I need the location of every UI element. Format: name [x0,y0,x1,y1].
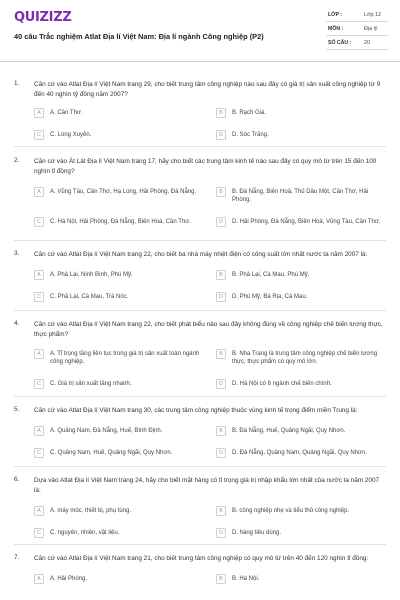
option-text: D. Phú Mỹ, Bà Rịa, Cà Mau. [232,294,308,300]
question-text: Căn cứ vào Atlat Địa lí Việt Nam trang 30, các trung tâm công nghiệp thuộc vùng kinh tế trọng điểm miền Trung là: [34,407,358,414]
option-text: C. Giá trị sản xuất tăng nhanh. [50,381,132,387]
option-text: B. Phả Lại, Cà Mau, Phú Mỹ. [232,272,310,278]
option-letter-box: B [216,506,226,516]
meta-label: SỐ CÂU : [328,40,352,46]
option-letter-box: C [34,292,44,302]
option-letter-box: B [216,270,226,280]
question-text: Căn cứ vào Atlat Địa lí Việt Nam trang 22, cho biết ba nhà máy nhiệt điện có công suất lớn nhất nước ta năm 2007 là: [34,251,368,258]
quizizz-logo: QUIZIZZ [14,10,72,25]
option-text: A. Hải Phòng. [50,576,88,582]
quiz-meta [326,8,388,50]
option-text: C. Hà Nội, Hải Phòng, Đà Nẵng, Biên Hoà, Cần Thơ. [50,219,191,225]
option-text: A. Quảng Nam, Đà Nẵng, Huế, Bình Định. [50,428,163,434]
option-letter-box: A [34,426,44,436]
meta-value: 20 [364,40,370,46]
option-letter-box: A [34,187,44,197]
question-text: Căn cứ vào Atlat Địa lí Việt Nam trang 29, cho biết trung tâm công nghiệp nào sau đây có giá trị sản xuất công nghiệp từ 9 đến 40 nghìn tỷ đồng năm 2007? [34,81,381,98]
question-text: Căn cứ vào Atlat Địa lí Việt Nam trang 22, cho biết phát biểu nào sau đây không đúng về công nghiệp chế biến lương thực, thực phẩm? [34,321,383,338]
question-text: Căn cứ vào Atlat Địa lí Việt Nam trang 21, cho biết trung tâm công nghiệp có quy mô từ trên 40 đến 120 nghìn tỉ đồng: [34,555,369,562]
option-letter-box: B [216,187,226,197]
option-letter-box: C [34,379,44,389]
quiz-title: 40 câu Trắc nghiệm Atlat Địa lí Việt Nam: Địa lí ngành Công nghiệp (P2) [14,32,264,41]
question-number: 7. [14,554,20,561]
option-text: D. Hà Nội có 6 ngành chế biến chính. [232,381,332,387]
meta-value: Địa lý [364,26,378,32]
meta-row-count [326,36,388,50]
option-letter-box: B [216,108,226,118]
option-text: A. Phả Lại, Ninh Bình, Phú Mỹ. [50,272,133,278]
question-text: Dựa vào Atlat Địa lí Việt Nam trang 24, hãy cho biết mặt hàng có tỉ trọng giá trị nhập khẩu lớn nhất của nước ta năm 2007 là: [34,477,380,494]
option-text: D. Hải Phòng, Đà Nẵng, Biên Hoà, Vũng Tàu, Cần Thơ. [232,219,381,225]
worksheet-header [0,0,400,62]
option-letter-box: B [216,349,226,359]
option-letter-box: D [216,130,226,140]
option-text: C. Quảng Nam, Huế, Quảng Ngãi, Quy Nhơn. [50,450,173,456]
option-text: B. Đà Nẵng, Biên Hoà, Thủ Dầu Một, Cần Thơ, Hải Phòng. [232,189,369,204]
option-letter-box: C [34,448,44,458]
meta-value: Lớp 12 [364,12,382,18]
option-letter-box: C [34,528,44,538]
question-number: 2. [14,157,20,164]
option-text: A. Vũng Tàu, Cần Thơ, Hạ Long, Hải Phòng, Đà Nẵng. [50,189,197,195]
option-letter-box: A [34,574,44,584]
option-letter-box: A [34,270,44,280]
option-letter-box: D [216,292,226,302]
option-letter-box: C [34,217,44,227]
question-number: 1. [14,80,20,87]
question-divider [14,466,386,467]
option-letter-box: D [216,379,226,389]
option-text: A. Cần Thơ. [50,110,83,116]
option-letter-box: B [216,574,226,584]
question-divider [14,396,386,397]
question-number: 4. [14,320,20,327]
option-text: A. Tỉ trọng tăng liên tục trong giá trị sản xuất toàn ngành công nghiệp. [50,351,200,366]
option-letter-box: A [34,506,44,516]
option-text: B. Rạch Giá. [232,110,267,116]
option-text: C. Long Xuyên. [50,132,92,138]
option-text: D. hàng tiêu dùng. [232,530,282,536]
option-letter-box: C [34,130,44,140]
question-number: 6. [14,476,20,483]
option-letter-box: A [34,349,44,359]
question-number: 3. [14,250,20,257]
meta-label: LỚP : [328,12,343,18]
question-number: 5. [14,406,20,413]
meta-row-subject [326,22,388,36]
option-letter-box: D [216,217,226,227]
option-text: B. Đà Nẵng, Huế, Quảng Ngãi, Quy Nhơn. [232,428,346,434]
question-divider [14,240,386,241]
option-text: C. nguyên, nhiên, vật liệu. [50,530,120,536]
option-letter-box: D [216,448,226,458]
option-letter-box: B [216,426,226,436]
option-text: A. máy móc, thiết bị, phụ tùng. [50,508,132,514]
meta-label: MÔN : [328,26,344,32]
option-text: D. Đà Nẵng, Quảng Nam, Quảng Ngãi, Quy Nhơn. [232,450,367,456]
option-text: B. Hà Nội. [232,576,260,582]
option-text: B. công nghiệp nhẹ và tiểu thủ công nghiệp. [232,508,350,514]
question-divider [14,310,386,311]
meta-row-grade [326,8,388,22]
question-text: Căn cứ vào Át Lát Địa lí Việt Nam trang 17, hãy cho biết các trung tâm kinh tế nào sau đây có quy mô từ trên 15 đến 100 nghìn tỉ đồng? [34,158,377,175]
question-divider [14,544,386,545]
option-text: D. Sóc Trăng. [232,132,269,138]
option-letter-box: A [34,108,44,118]
option-text: B. Nha Trang là trung tâm công nghiệp chế biến lương thực, thực phẩm có quy mô lớn. [232,351,378,366]
question-divider [14,146,386,147]
option-text: C. Phả Lại, Cà Mau, Trà Nóc. [50,294,129,300]
option-letter-box: D [216,528,226,538]
